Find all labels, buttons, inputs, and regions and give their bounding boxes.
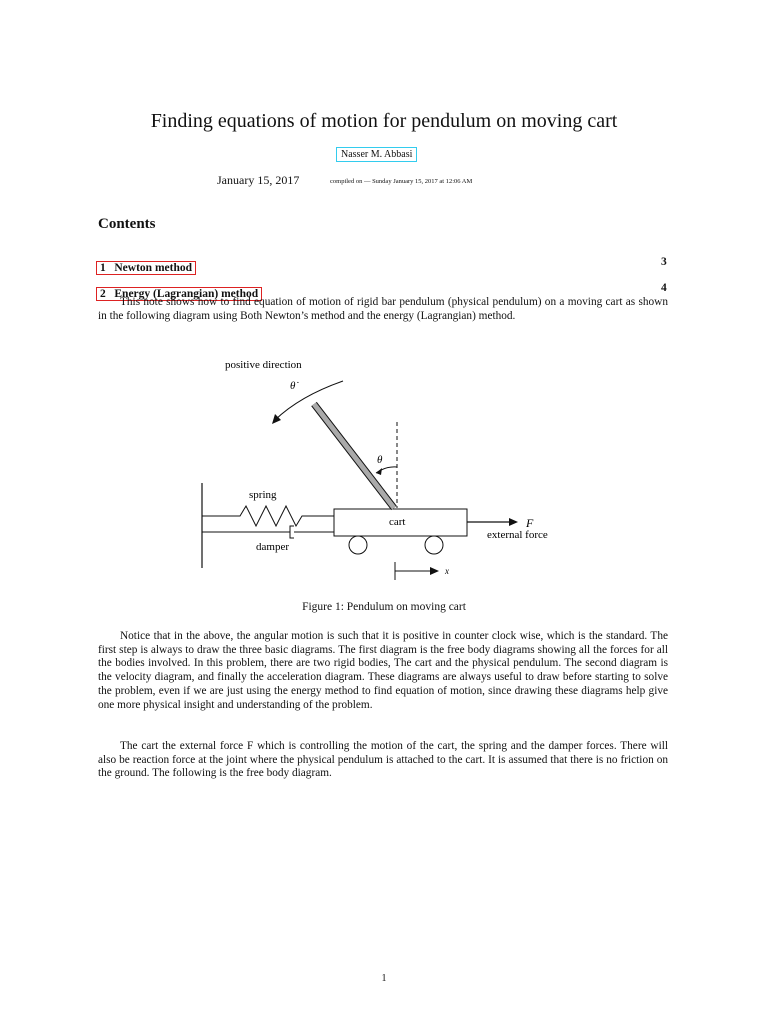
theta-label: θ (377, 454, 383, 466)
intro-paragraph: This note shows how to find equation of motion of rigid bar pendulum (physical pendulum) on a moving cart as shown in the following diagram using Both Newton’s method and the energy (Lagrangian) method. (98, 296, 668, 322)
toc-item-label[interactable]: 1 Newton method (96, 261, 196, 275)
cart-label: cart (389, 516, 406, 528)
spring-label: spring (249, 489, 277, 501)
body-paragraph-1: Notice that in the above, the angular motion is such that it is positive in counter clock wise, which is the standard. The first step is always to draw the three basic diagrams. The first diagram is the free body diagrams showing all the forces for all the bodies involved. In this problem, there are two rigid bodies, The cart and the physical pendulum. The second diagram is the velocity diagram, and finally the acceleration diagram. These diagrams are always useful to draw before starting to solve the problem, even if we are just using the energy method to find equation of motion, since drawing these diagrams help give one more physical insight and understanding of the problem. (98, 630, 668, 711)
figure-caption: Figure 1: Pendulum on moving cart (302, 601, 466, 613)
toc-item-label[interactable]: 2 Energy (Lagrangian) method (96, 287, 262, 301)
toc-page-number: 3 (661, 256, 667, 268)
theta-dot-label: θ̇ (290, 380, 296, 392)
spring-shape (202, 506, 334, 526)
damper-label: damper (256, 541, 289, 553)
damper-cup (290, 526, 294, 538)
toc-page-number: 4 (661, 282, 667, 294)
body-paragraph-2: The cart the external force F which is controlling the motion of the cart, the spring and the damper forces. There will also be reaction force at the joint where the physical pendulum is attached to the cart. It is assumed that there is no friction on the ground. The following is the free body diagram. (98, 740, 668, 780)
x-symbol: x (445, 566, 449, 576)
cart-wheel-left (349, 536, 367, 554)
external-force-label: external force (487, 529, 548, 541)
x-arrow-head (430, 567, 439, 575)
cart-wheel-right (425, 536, 443, 554)
force-symbol: F (526, 516, 534, 530)
author-link[interactable]: Nasser M. Abbasi (336, 147, 417, 162)
contents-heading: Contents (98, 216, 156, 232)
positive-direction-arc (275, 381, 343, 420)
page-number: 1 (381, 973, 387, 984)
theta-arrow-head (376, 468, 382, 475)
compiled-note: compiled on — Sunday January 15, 2017 at 12:06 AM (330, 178, 473, 185)
paper-title: Finding equations of motion for pendulum on moving cart (150, 110, 618, 132)
force-arrow-head (509, 518, 518, 526)
date: January 15, 2017 (217, 173, 300, 187)
positive-direction-label: positive direction (225, 359, 302, 371)
